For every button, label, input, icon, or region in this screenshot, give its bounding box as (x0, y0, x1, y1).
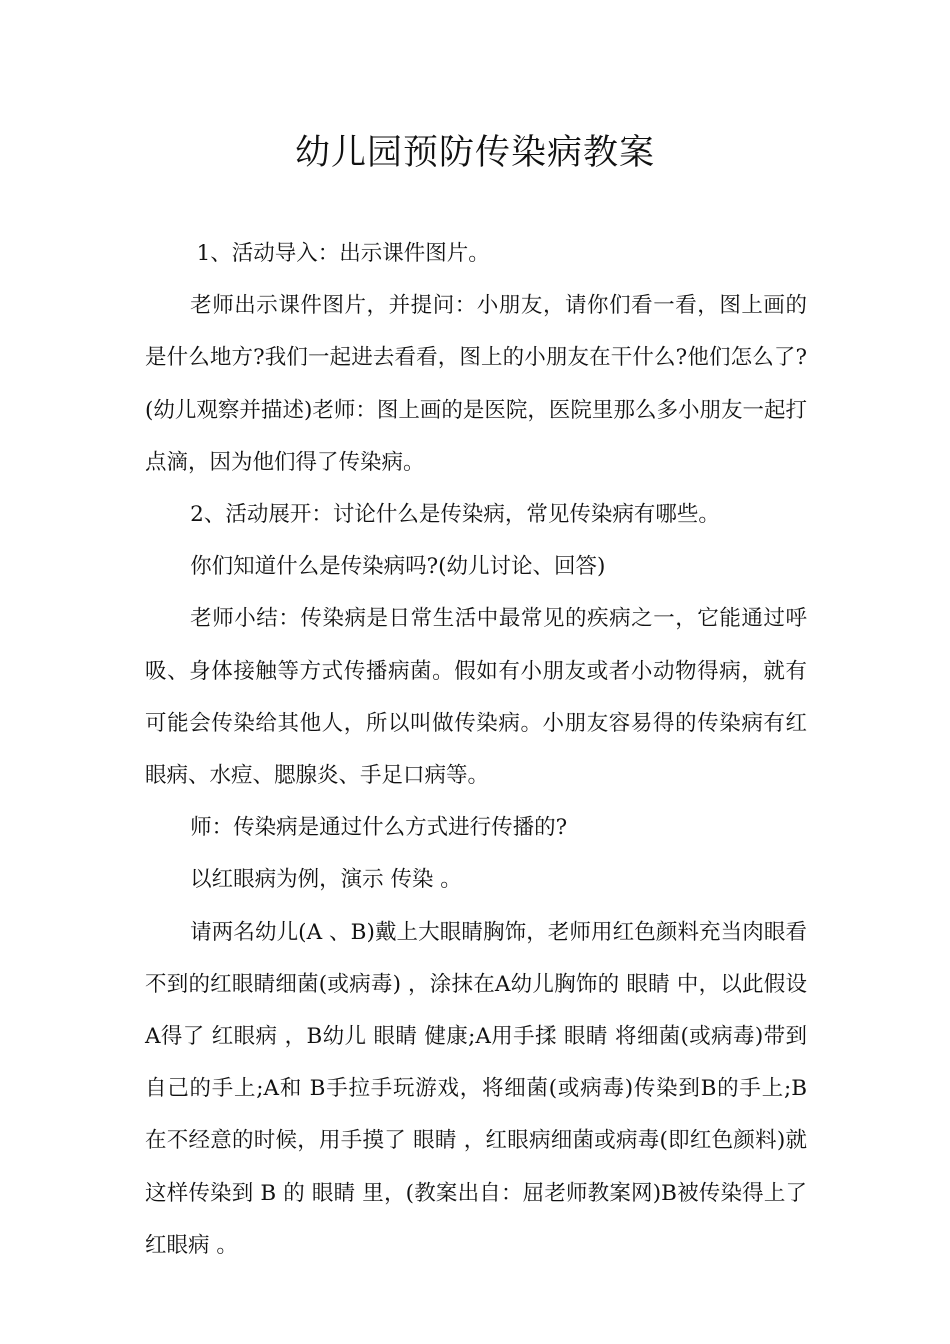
document-title: 幼儿园预防传染病教案 (294, 133, 655, 173)
paragraph-activity-expand: 2、活动展开：讨论什么是传染病，常见传染病有哪些。 (190, 502, 720, 528)
paragraph-teacher-summary: 老师小结：传染病是日常生活中最常见的疾病之一，它能通过呼吸、身体接触等方式传播病菌。假如有小朋友或者小动物得病，就有可能会传染给其他人，所以叫做传染病。小朋友容易得的传染病有红眼病、水痘、腮腺炎、手足口病等。 (145, 606, 807, 789)
paragraph-discussion-question: 你们知道什么是传染病吗?(幼儿讨论、回答) (190, 554, 606, 580)
document-body (145, 228, 807, 1272)
paragraph-demo-intro: 以红眼病为例，演示 传染 。 (190, 867, 462, 893)
paragraph-activity-intro: 1、活动导入：出示课件图片。 (196, 241, 490, 266)
paragraph-teacher-question: 老师出示课件图片，并提问：小朋友，请你们看一看，图上画的是什么地方?我们一起进去看看，图上的小朋友在干什么?他们怎么了?(幼儿观察并描述)老师：图上画的是医院，医院里那么多小朋友一起打点滴，因为他们得了传染病。 (145, 293, 807, 475)
paragraph-transmission-question: 师：传染病是通过什么方式进行传播的? (190, 815, 568, 841)
paragraph-demo-description: 请两名幼儿(A 、B)戴上大眼睛胸饰，老师用红色颜料充当肉眼看不到的红眼睛细菌(或病毒) ，涂抹在A幼儿胸饰的 眼睛 中，以此假设A得了 红眼病 ，B幼儿 眼睛 健康;A用手揉 眼睛 将细菌(或病毒)带到自己的手上;A和 B手拉手玩游戏，将细菌(或病毒)传染到B的手上;B 在不经意的时候，用手摸了 眼睛 ，红眼病细菌或病毒(即红色颜料)就这样传染到 B 的 眼睛 里，(教案出自：屈老师教案网)B被传染得上了 红眼病 。 (145, 919, 807, 1258)
